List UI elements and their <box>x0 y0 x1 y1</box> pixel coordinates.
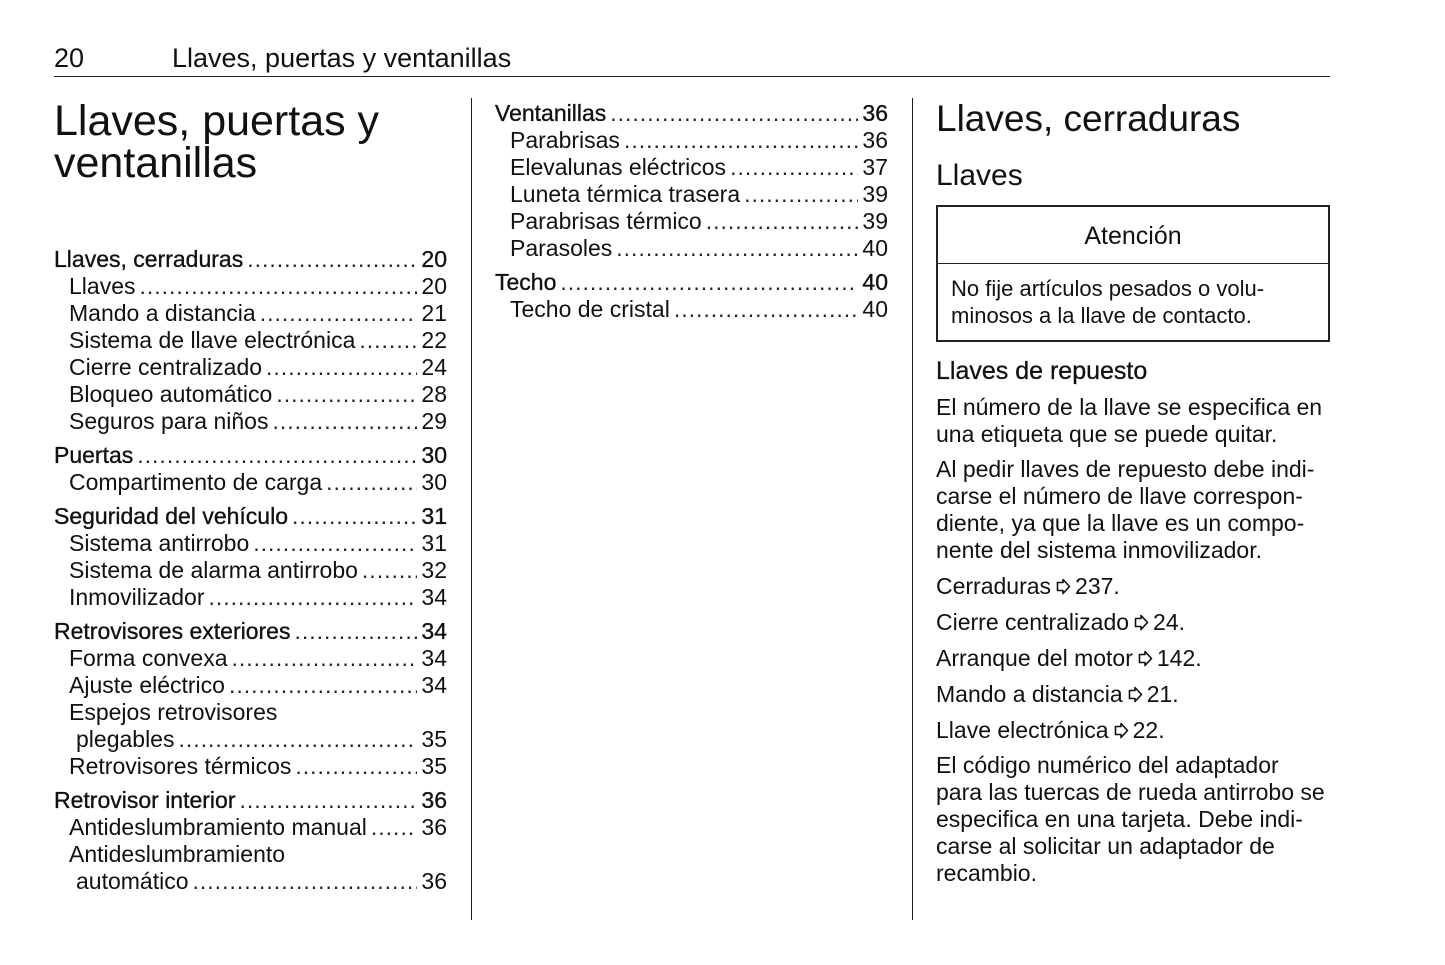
paragraph: Al pedir llaves de repuesto debe indi- carse el número de llave correspon- diente, ya que la llave es un compo- nente del sistema inmovilizador. <box>936 456 1315 563</box>
toc-leader-dots <box>362 557 417 584</box>
toc-entry[interactable] <box>54 814 447 841</box>
content-column-right <box>936 98 1330 887</box>
toc-entry-label: plegables <box>76 726 175 752</box>
toc-entry-label: Parasoles <box>510 235 613 261</box>
table-of-contents <box>495 100 888 323</box>
toc-entry-page: 36 <box>421 814 447 840</box>
toc-entry-label: Elevalunas eléctricos <box>510 154 727 180</box>
toc-entry-page: 39 <box>862 181 888 207</box>
toc-entry[interactable] <box>54 699 447 726</box>
toc-entry-label: Compartimento de carga <box>69 469 323 495</box>
toc-entry[interactable] <box>54 246 447 273</box>
page-reference-arrow-icon <box>1128 686 1143 703</box>
toc-entry-label: Retrovisores exteriores <box>54 618 291 644</box>
page-reference-arrow-icon <box>1114 722 1129 739</box>
toc-entry-label: Seguridad del vehículo <box>54 503 288 529</box>
toc-leader-dots <box>560 269 858 296</box>
page-reference[interactable] <box>936 573 1330 600</box>
toc-entry-page: 21 <box>421 300 447 326</box>
reference-page: 142. <box>1156 645 1202 671</box>
toc-entry[interactable] <box>54 442 447 469</box>
page-reference-arrow-icon <box>1056 578 1071 595</box>
toc-entry-page: 31 <box>421 530 447 556</box>
toc-leader-dots <box>359 327 417 354</box>
toc-entry-page: 32 <box>421 557 447 583</box>
toc-column-left <box>54 98 447 895</box>
page-reference[interactable] <box>936 645 1330 672</box>
toc-entry-page: 36 <box>862 127 888 153</box>
toc-entry-label: Seguros para niños <box>69 408 269 434</box>
toc-leader-dots <box>706 208 859 235</box>
toc-leader-dots <box>744 181 858 208</box>
toc-leader-dots <box>266 354 417 381</box>
toc-entry[interactable] <box>495 100 888 127</box>
toc-leader-dots <box>371 814 418 841</box>
toc-leader-dots <box>272 408 417 435</box>
toc-entry-label: Bloqueo automático <box>69 381 273 407</box>
toc-leader-dots <box>229 672 417 699</box>
toc-entry-page: 34 <box>421 672 447 698</box>
page-number: 20 <box>54 43 85 73</box>
column-divider <box>912 98 913 920</box>
toc-entry-label: Llaves <box>69 273 136 299</box>
toc-leader-dots <box>674 296 859 323</box>
toc-entry-label: Cierre centralizado <box>69 354 263 380</box>
toc-leader-dots <box>730 154 858 181</box>
toc-column-middle <box>495 98 888 323</box>
warning-title: Atención <box>938 207 1328 264</box>
toc-leader-dots <box>178 726 417 753</box>
toc-leader-dots <box>295 753 417 780</box>
toc-entry-page: 24 <box>421 354 447 380</box>
page-reference-arrow-icon <box>1134 614 1149 631</box>
reference-label: Mando a distancia <box>936 681 1123 707</box>
toc-leader-dots <box>232 645 418 672</box>
toc-entry[interactable] <box>54 753 447 780</box>
toc-entry-label: Sistema de alarma antirrobo <box>69 557 358 583</box>
toc-entry[interactable] <box>54 726 447 753</box>
toc-leader-dots <box>253 530 417 557</box>
toc-entry-page: 36 <box>421 787 447 813</box>
warning-body: No fije artículos pesados o volu- minosos a la llave de contacto. <box>951 276 1265 328</box>
toc-entry-page: 34 <box>421 618 447 644</box>
toc-leader-dots <box>624 127 858 154</box>
toc-entry-label: Forma convexa <box>69 645 228 671</box>
toc-entry[interactable] <box>54 557 447 584</box>
warning-box <box>936 205 1330 342</box>
toc-leader-dots <box>247 246 417 273</box>
paragraph: El número de la llave se especifica en una etiqueta que se puede quitar. <box>936 394 1323 447</box>
toc-entry[interactable] <box>54 618 447 645</box>
toc-leader-dots <box>139 273 417 300</box>
reference-label: Cierre centralizado <box>936 609 1130 635</box>
toc-entry-label: automático <box>76 868 189 894</box>
table-of-contents <box>54 246 447 895</box>
toc-entry[interactable] <box>495 127 888 154</box>
toc-entry[interactable] <box>54 645 447 672</box>
toc-leader-dots <box>260 300 418 327</box>
toc-entry[interactable] <box>54 300 447 327</box>
toc-leader-dots <box>276 381 417 408</box>
toc-entry-page: 37 <box>862 154 888 180</box>
reference-page: 22. <box>1132 717 1165 743</box>
toc-leader-dots <box>137 442 417 469</box>
toc-leader-dots <box>610 100 858 127</box>
toc-entry-label: Ventanillas <box>495 100 607 126</box>
toc-entry-page: 35 <box>421 726 447 752</box>
toc-entry-page: 28 <box>421 381 447 407</box>
toc-entry-label: Espejos retrovisores <box>69 699 278 725</box>
toc-leader-dots <box>193 868 418 895</box>
toc-entry[interactable] <box>54 354 447 381</box>
toc-leader-dots <box>292 503 417 530</box>
toc-entry[interactable] <box>54 503 447 530</box>
toc-entry-page: 29 <box>421 408 447 434</box>
toc-leader-dots <box>209 584 418 611</box>
toc-entry-label: Antideslumbramiento manual <box>69 814 367 840</box>
reference-page: 21. <box>1146 681 1179 707</box>
toc-entry-page: 31 <box>421 503 447 529</box>
toc-leader-dots <box>294 618 417 645</box>
toc-entry[interactable] <box>495 235 888 262</box>
toc-leader-dots <box>616 235 858 262</box>
header-title: Llaves, puertas y ventanillas <box>172 43 512 73</box>
reference-label: Arranque del motor <box>936 645 1133 671</box>
column-divider <box>471 98 472 920</box>
page-header <box>54 40 1330 77</box>
toc-entry-page: 22 <box>421 327 447 353</box>
toc-entry[interactable] <box>54 408 447 435</box>
toc-entry[interactable] <box>54 868 447 895</box>
toc-entry-page: 34 <box>421 645 447 671</box>
toc-entry-label: Mando a distancia <box>69 300 256 326</box>
toc-leader-dots <box>326 469 417 496</box>
toc-entry-page: 20 <box>421 246 447 272</box>
reference-page: 24. <box>1153 609 1186 635</box>
reference-label: Llave electrónica <box>936 717 1109 743</box>
toc-entry-page: 40 <box>862 296 888 322</box>
chapter-title-line: ventanillas <box>54 139 258 187</box>
toc-entry-label: Sistema antirrobo <box>69 530 250 556</box>
toc-entry-page: 30 <box>421 442 447 468</box>
minor-heading: Llaves de repuesto <box>936 357 1148 385</box>
toc-entry-label: Techo <box>495 269 557 295</box>
toc-entry[interactable] <box>495 154 888 181</box>
toc-entry[interactable] <box>54 672 447 699</box>
chapter-title <box>54 97 447 187</box>
page-reference[interactable] <box>936 717 1330 744</box>
cross-references <box>936 573 1330 744</box>
toc-entry[interactable] <box>54 273 447 300</box>
toc-entry[interactable] <box>495 269 888 296</box>
toc-entry[interactable] <box>54 469 447 496</box>
toc-leader-dots <box>240 787 418 814</box>
page-reference[interactable] <box>936 609 1330 636</box>
reference-page: 237. <box>1075 573 1120 599</box>
toc-entry-page: 35 <box>421 753 447 779</box>
toc-entry-page: 36 <box>421 868 447 894</box>
toc-entry-label: Ajuste eléctrico <box>69 672 225 698</box>
toc-entry-label: Sistema de llave electrónica <box>69 327 356 353</box>
toc-entry-label: Luneta térmica trasera <box>510 181 741 207</box>
paragraph: El código numérico del adaptador para las tuercas de rueda antirrobo se especifica en una tarjeta. Debe indi- carse al solicitar un adaptador de recambio. <box>936 752 1325 886</box>
toc-entry-label: Techo de cristal <box>510 296 670 322</box>
subsection-heading: Llaves <box>936 159 1023 192</box>
toc-entry-page: 34 <box>421 584 447 610</box>
toc-entry-label: Parabrisas <box>510 127 620 153</box>
toc-entry[interactable] <box>495 208 888 235</box>
toc-entry-label: Retrovisores térmicos <box>69 753 292 779</box>
toc-entry-page: 39 <box>862 208 888 234</box>
toc-entry[interactable] <box>54 327 447 354</box>
toc-entry-label: Retrovisor interior <box>54 787 236 813</box>
toc-entry[interactable] <box>54 787 447 814</box>
toc-entry[interactable] <box>495 181 888 208</box>
page-reference[interactable] <box>936 681 1330 708</box>
toc-entry-label: Parabrisas térmico <box>510 208 702 234</box>
toc-entry[interactable] <box>54 381 447 408</box>
toc-entry-page: 40 <box>862 269 888 295</box>
page-reference-arrow-icon <box>1138 650 1153 667</box>
chapter-title-line: Llaves, puertas y <box>54 97 380 145</box>
toc-entry-label: Inmovilizador <box>69 584 205 610</box>
toc-entry-page: 20 <box>421 273 447 299</box>
toc-entry-page: 30 <box>421 469 447 495</box>
toc-entry-label: Llaves, cerraduras <box>54 246 244 272</box>
toc-entry[interactable] <box>495 296 888 323</box>
toc-entry[interactable] <box>54 584 447 611</box>
toc-entry[interactable] <box>54 530 447 557</box>
toc-entry[interactable] <box>54 841 447 868</box>
toc-entry-label: Antideslumbramiento <box>69 841 286 867</box>
reference-label: Cerraduras <box>936 573 1052 599</box>
section-heading: Llaves, cerraduras <box>936 98 1241 139</box>
toc-entry-label: Puertas <box>54 442 134 468</box>
toc-entry-page: 40 <box>862 235 888 261</box>
toc-entry-page: 36 <box>862 100 888 126</box>
